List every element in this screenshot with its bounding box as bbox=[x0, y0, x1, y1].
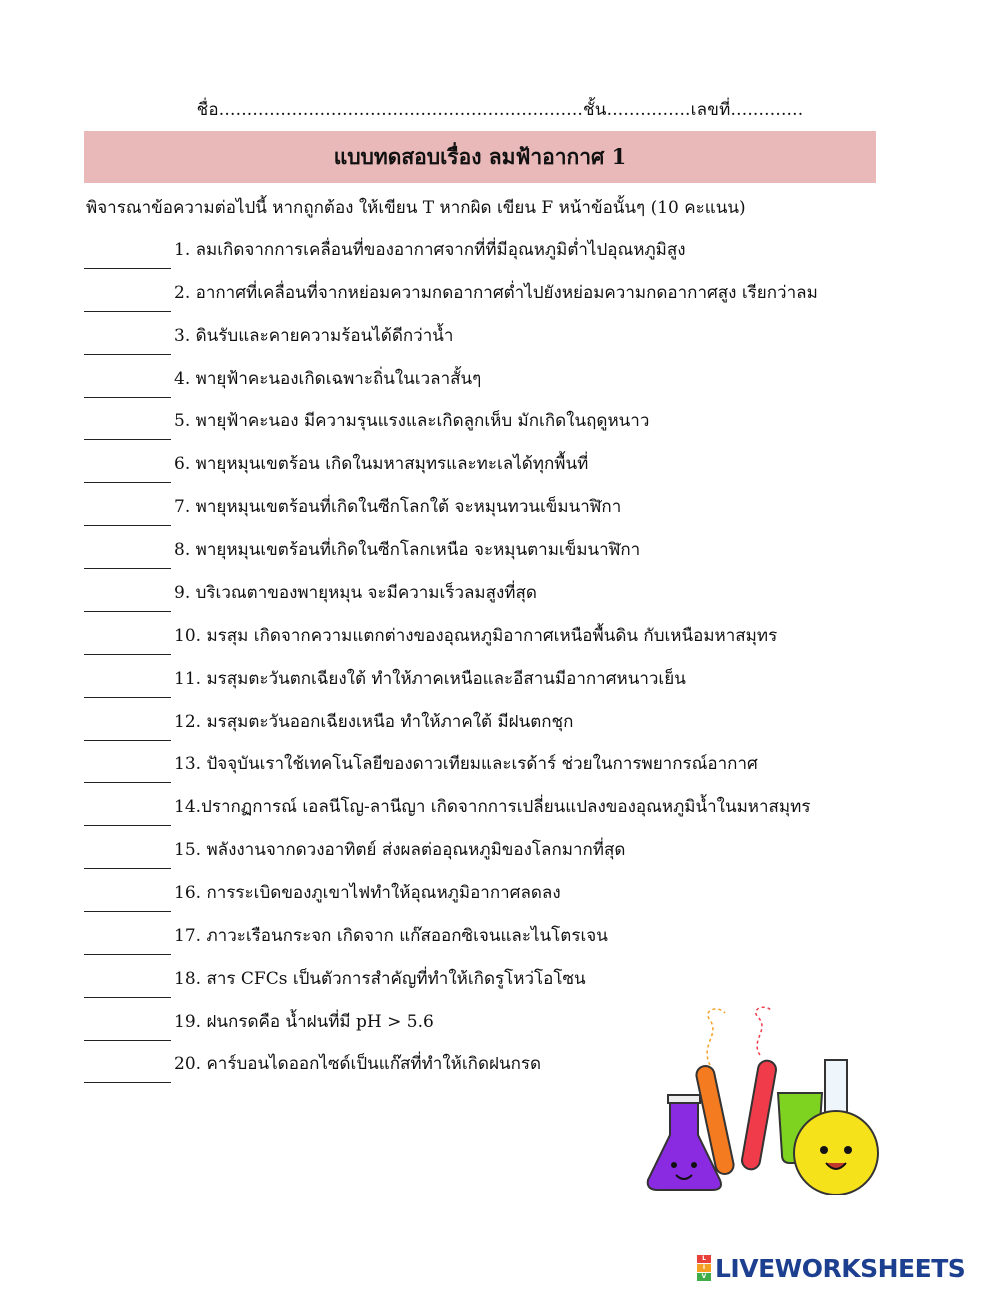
red-test-tube bbox=[741, 1059, 778, 1170]
answer-blank-9[interactable] bbox=[84, 611, 171, 612]
yellow-round-flask bbox=[794, 1111, 878, 1195]
logo-block-l: L bbox=[697, 1255, 711, 1263]
student-info-line: ชื่อ.................................................................ชั้น...............เลขที่............. bbox=[196, 100, 804, 120]
steam-swirl-2 bbox=[756, 1007, 772, 1055]
answer-blank-3[interactable] bbox=[84, 354, 171, 355]
question-15: 15. พลังงานจากดวงอาทิตย์ ส่งผลต่ออุณหภูมิของโลกมากที่สุด bbox=[174, 840, 626, 860]
chemistry-flasks-illustration bbox=[640, 1005, 885, 1195]
answer-blank-15[interactable] bbox=[84, 868, 171, 869]
yellow-flask-eye-left bbox=[820, 1146, 828, 1154]
question-19: 19. ฝนกรดคือ น้ำฝนที่มี pH > 5.6 bbox=[174, 1012, 434, 1032]
question-17: 17. ภาวะเรือนกระจก เกิดจาก แก๊สออกซิเจนและไนโตรเจน bbox=[174, 926, 608, 946]
answer-blank-7[interactable] bbox=[84, 525, 171, 526]
question-13: 13. ปัจจุบันเราใช้เทคโนโลยีของดาวเทียมและเรด้าร์ ช่วยในการพยากรณ์อากาศ bbox=[174, 754, 758, 774]
answer-blank-5[interactable] bbox=[84, 439, 171, 440]
title-text: แบบทดสอบเรื่อง ลมฟ้าอากาศ 1 bbox=[333, 143, 627, 169]
logo-block-i: I bbox=[697, 1264, 711, 1272]
question-16: 16. การระเบิดของภูเขาไฟทำให้อุณหภูมิอากาศลดลง bbox=[174, 883, 561, 903]
answer-blank-17[interactable] bbox=[84, 954, 171, 955]
question-11: 11. มรสุมตะวันตกเฉียงใต้ ทำให้ภาคเหนือและอีสานมีอากาศหนาวเย็น bbox=[174, 669, 686, 689]
question-10: 10. มรสุม เกิดจากความแตกต่างของอุณหภูมิอากาศเหนือพื้นดิน กับเหนือมหาสมุทร bbox=[174, 626, 778, 646]
question-4: 4. พายุฟ้าคะนองเกิดเฉพาะถิ่นในเวลาสั้นๆ bbox=[174, 369, 482, 389]
answer-blank-12[interactable] bbox=[84, 740, 171, 741]
answer-blank-10[interactable] bbox=[84, 654, 171, 655]
question-2: 2. อากาศที่เคลื่อนที่จากหย่อมความกดอากาศต่ำไปยังหย่อมความกดอากาศสูง เรียกว่าลม bbox=[174, 283, 818, 303]
question-6: 6. พายุหมุนเขตร้อน เกิดในมหาสมุทรและทะเลได้ทุกพื้นที่ bbox=[174, 454, 589, 474]
answer-blank-20[interactable] bbox=[84, 1082, 171, 1083]
question-8: 8. พายุหมุนเขตร้อนที่เกิดในซีกโลกเหนือ จะหมุนตามเข็มนาฬิกา bbox=[174, 540, 641, 560]
question-3: 3. ดินรับและคายความร้อนได้ดีกว่าน้ำ bbox=[174, 326, 454, 346]
question-5: 5. พายุฟ้าคะนอง มีความรุนแรงและเกิดลูกเห็บ มักเกิดในฤดูหนาว bbox=[174, 411, 650, 431]
answer-blank-1[interactable] bbox=[84, 268, 171, 269]
purple-flask-eye-left bbox=[671, 1162, 677, 1168]
logo-block-v: V bbox=[697, 1273, 711, 1281]
question-14: 14.ปรากฏการณ์ เอลนีโญ-ลานีญา เกิดจากการเปลี่ยนแปลงของอุณหภูมิน้ำในมหาสมุทร bbox=[174, 797, 811, 817]
answer-blank-4[interactable] bbox=[84, 397, 171, 398]
purple-flask-eye-right bbox=[691, 1162, 697, 1168]
purple-flask-rim bbox=[668, 1095, 700, 1103]
answer-blank-16[interactable] bbox=[84, 911, 171, 912]
answer-blank-19[interactable] bbox=[84, 1040, 171, 1041]
answer-blank-8[interactable] bbox=[84, 568, 171, 569]
question-20: 20. คาร์บอนไดออกไซด์เป็นแก๊สที่ทำให้เกิดฝนกรด bbox=[174, 1054, 542, 1074]
question-7: 7. พายุหมุนเขตร้อนที่เกิดในซีกโลกใต้ จะหมุนทวนเข็มนาฬิกา bbox=[174, 497, 622, 517]
yellow-flask-neck bbox=[825, 1060, 847, 1115]
steam-swirl-1 bbox=[707, 1009, 725, 1065]
instructions: พิจารณาข้อความต่อไปนี้ หากถูกต้อง ให้เขียน T หากผิด เขียน F หน้าข้อนั้นๆ (10 คะแนน) bbox=[86, 198, 746, 218]
answer-blank-13[interactable] bbox=[84, 782, 171, 783]
answer-blank-2[interactable] bbox=[84, 311, 171, 312]
answer-blank-6[interactable] bbox=[84, 482, 171, 483]
question-18: 18. สาร CFCs เป็นตัวการสำคัญที่ทำให้เกิดรูโหว่โอโซน bbox=[174, 969, 586, 989]
question-9: 9. บริเวณตาของพายุหมุน จะมีความเร็วลมสูงที่สุด bbox=[174, 583, 537, 603]
answer-blank-11[interactable] bbox=[84, 697, 171, 698]
question-1: 1. ลมเกิดจากการเคลื่อนที่ของอากาศจากที่ที่มีอุณหภูมิต่ำไปอุณหภูมิสูง bbox=[174, 240, 686, 260]
yellow-flask-eye-right bbox=[844, 1146, 852, 1154]
worksheet-title bbox=[84, 131, 876, 183]
logo-blocks-icon bbox=[697, 1255, 711, 1281]
answer-blank-14[interactable] bbox=[84, 825, 171, 826]
question-12: 12. มรสุมตะวันออกเฉียงเหนือ ทำให้ภาคใต้ มีฝนตกชุก bbox=[174, 712, 574, 732]
logo-text: LIVEWORKSHEETS bbox=[715, 1253, 966, 1283]
liveworksheets-logo bbox=[697, 1252, 965, 1284]
answer-blank-18[interactable] bbox=[84, 997, 171, 998]
